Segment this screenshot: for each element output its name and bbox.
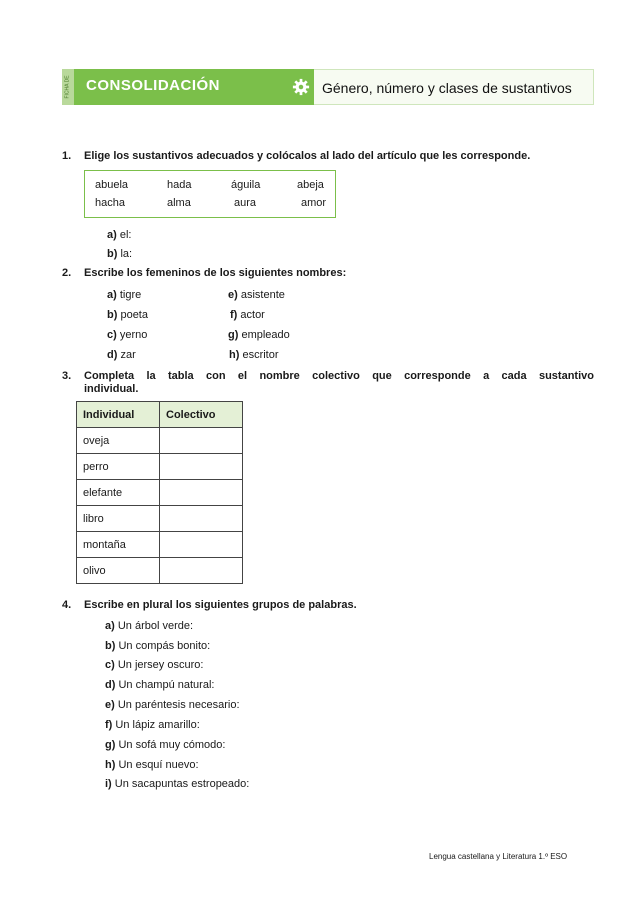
q2-item-f	[230, 309, 265, 321]
item-text: Un árbol verde:	[117, 620, 194, 632]
item-letter: g)	[105, 739, 116, 751]
item-letter: a)	[107, 229, 117, 241]
q2-number: 2.	[62, 267, 72, 279]
q2-item-c	[107, 329, 147, 341]
item-text: Un compás bonito:	[118, 640, 211, 652]
item-text: Un paréntesis necesario:	[117, 699, 240, 711]
table-row	[77, 428, 243, 454]
item-text: escritor	[242, 349, 279, 361]
word-item: abuela	[95, 179, 129, 191]
item-text: tigre	[119, 289, 142, 301]
item-letter: h)	[105, 759, 116, 771]
table-cell: libro	[77, 506, 160, 532]
item-letter: b)	[105, 640, 116, 652]
item-letter: d)	[107, 349, 118, 361]
item-text: Un lápiz amarillo:	[115, 719, 200, 731]
table-cell: montaña	[77, 532, 160, 558]
word-item: aura	[234, 197, 257, 209]
item-letter: c)	[105, 659, 115, 671]
item-letter: h)	[229, 349, 240, 361]
q4-item-c	[105, 659, 203, 671]
table-row	[77, 480, 243, 506]
item-text: la:	[120, 248, 133, 260]
section-title: CONSOLIDACIÓN	[86, 77, 220, 94]
ficha-label: FICHA DE	[65, 75, 71, 99]
q2-item-b	[107, 309, 148, 321]
column-header: Individual	[77, 402, 160, 428]
q4-item-d	[105, 679, 214, 691]
item-text: Un sofá muy cómodo:	[118, 739, 226, 751]
table-header-row	[77, 402, 243, 428]
word-item: alma	[167, 197, 191, 209]
item-letter: b)	[107, 248, 118, 260]
q3-instruction-line2: individual.	[84, 383, 139, 395]
column-header: Colectivo	[160, 402, 243, 428]
q1-instruction: Elige los sustantivos adecuados y colócalos al lado del artículo que les corresponde.	[84, 150, 531, 162]
word-item: amor	[301, 197, 327, 209]
word-item: hacha	[95, 197, 125, 209]
topic-title: Género, número y clases de sustantivos	[322, 80, 572, 96]
page-footer: Lengua castellana y Literatura 1.º ESO	[429, 852, 568, 861]
item-text: el:	[119, 229, 132, 241]
section-bar	[74, 69, 314, 105]
q4-instruction: Escribe en plural los siguientes grupos de palabras.	[84, 599, 357, 611]
answer-cell[interactable]	[160, 454, 243, 480]
table-cell: olivo	[77, 558, 160, 584]
section-banner	[62, 69, 594, 105]
q4-item-a	[105, 620, 193, 632]
table-cell: oveja	[77, 428, 160, 454]
item-letter: e)	[105, 699, 115, 711]
table-row	[77, 558, 243, 584]
item-letter: a)	[107, 289, 117, 301]
item-text: Un sacapuntas estropeado:	[114, 778, 250, 790]
topic-box	[314, 69, 594, 105]
item-text: Un esquí nuevo:	[118, 759, 199, 771]
item-text: empleado	[241, 329, 290, 341]
answer-cell[interactable]	[160, 480, 243, 506]
q4-item-b	[105, 640, 210, 652]
q1-number: 1.	[62, 150, 72, 162]
answer-cell[interactable]	[160, 532, 243, 558]
table-row	[77, 506, 243, 532]
item-text: Un jersey oscuro:	[117, 659, 204, 671]
collective-table	[76, 401, 243, 584]
item-text: poeta	[120, 309, 148, 321]
table-cell: perro	[77, 454, 160, 480]
table-row	[77, 532, 243, 558]
answer-cell[interactable]	[160, 558, 243, 584]
answer-cell[interactable]	[160, 506, 243, 532]
item-letter: a)	[105, 620, 115, 632]
table-cell: elefante	[77, 480, 160, 506]
item-letter: f)	[230, 309, 238, 321]
item-letter: c)	[107, 329, 117, 341]
item-letter: g)	[228, 329, 239, 341]
item-text: yerno	[119, 329, 148, 341]
q1-item-a	[107, 229, 131, 241]
word-item: águila	[231, 179, 261, 191]
word-item: abeja	[297, 179, 324, 191]
item-text: asistente	[240, 289, 285, 301]
item-text: Un champú natural:	[118, 679, 215, 691]
word-item: hada	[167, 179, 192, 191]
item-text: actor	[240, 309, 265, 321]
item-letter: d)	[105, 679, 116, 691]
item-letter: b)	[107, 309, 118, 321]
q4-item-e	[105, 699, 240, 711]
q1-item-b	[107, 248, 132, 260]
item-text: zar	[120, 349, 136, 361]
answer-cell[interactable]	[160, 428, 243, 454]
q4-item-h	[105, 759, 199, 771]
q2-item-g	[228, 329, 290, 341]
q2-item-h	[229, 349, 279, 361]
item-letter: i)	[105, 778, 112, 790]
q2-item-e	[228, 289, 285, 301]
q2-item-d	[107, 349, 136, 361]
q2-item-a	[107, 289, 141, 301]
item-letter: e)	[228, 289, 238, 301]
ficha-tab	[62, 69, 74, 105]
q4-item-i	[105, 778, 249, 790]
q4-number: 4.	[62, 599, 72, 611]
q4-item-g	[105, 739, 225, 751]
word-bank	[84, 170, 336, 218]
table-row	[77, 454, 243, 480]
q2-instruction: Escribe los femeninos de los siguientes nombres:	[84, 267, 347, 279]
item-letter: f)	[105, 719, 113, 731]
gear-icon	[292, 78, 310, 96]
q3-instruction-line1: Completa la tabla con el nombre colectivo que corresponde a cada sustantivo	[84, 370, 594, 382]
q4-item-f	[105, 719, 200, 731]
q3-number: 3.	[62, 370, 72, 382]
